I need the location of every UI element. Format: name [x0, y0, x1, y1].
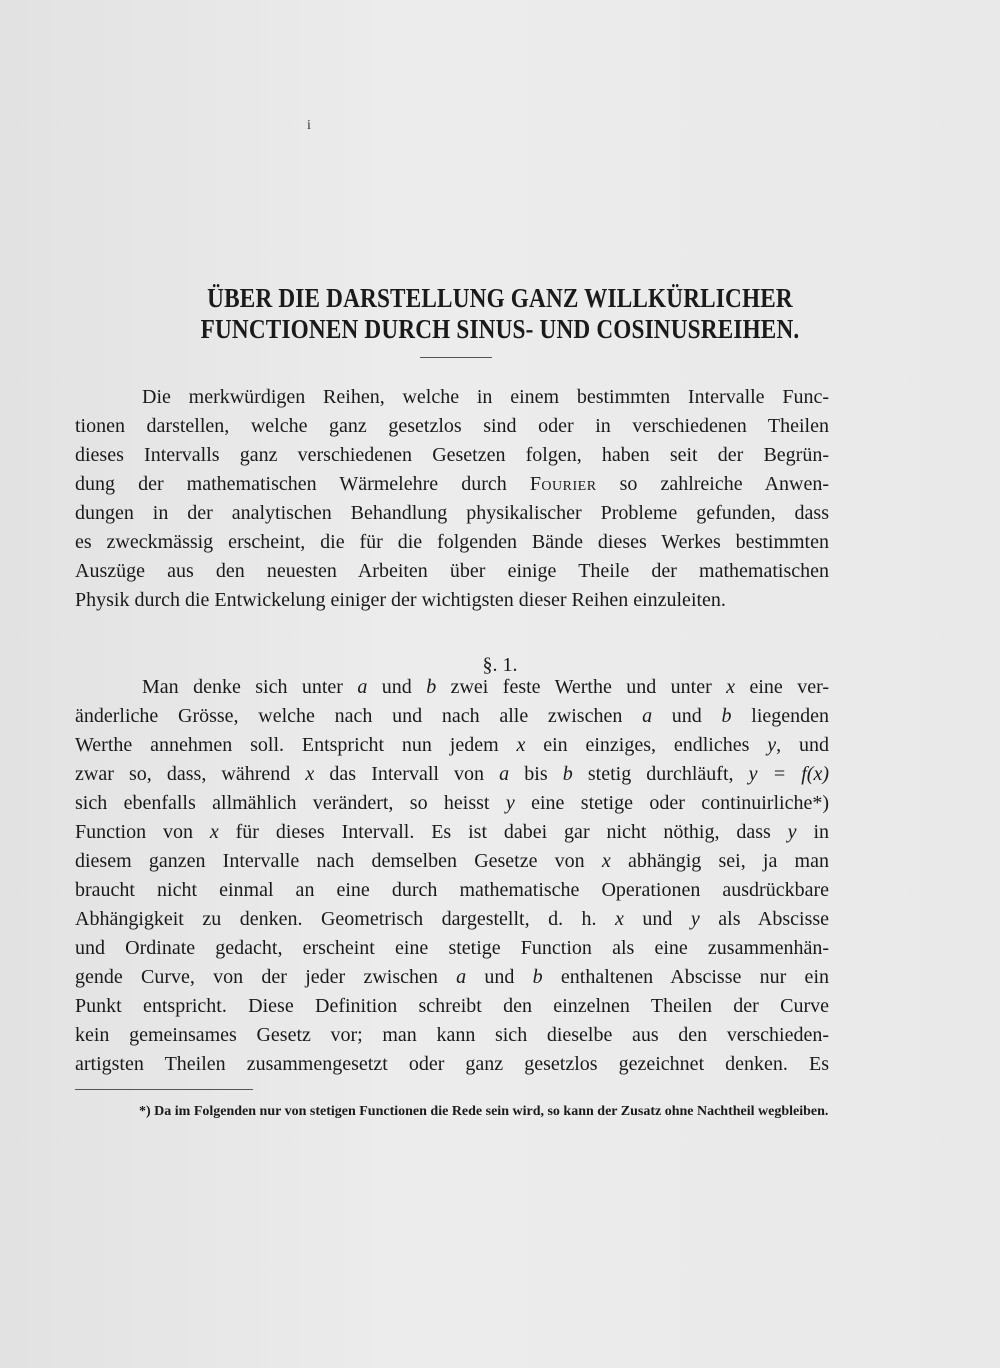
- body-line: kein gemeinsames Gesetz vor; man kann sich dieselbe aus den verschieden-: [75, 1024, 829, 1046]
- body-line: Abhängigkeit zu denken. Geometrisch dargestellt, d. h. x und y als Abscisse: [75, 908, 830, 930]
- intro-line: Auszüge aus den neuesten Arbeiten über einige Theile der mathematischen: [75, 560, 829, 582]
- footnote: [75, 1101, 831, 1123]
- body-line: Function von x für dieses Intervall. Es ist dabei gar nicht nöthig, dass y in: [75, 821, 829, 843]
- title-rule: [420, 357, 492, 358]
- body-line: gende Curve, von der jeder zwischen a und b enthaltenen Abscisse nur ein: [75, 966, 829, 988]
- body-line: änderliche Grösse, welche nach und nach alle zwischen a und b liegenden: [75, 705, 830, 727]
- footnote-rule: [75, 1089, 253, 1090]
- body-line: sich ebenfalls allmählich verändert, so heisst y eine stetige oder continuirliche*): [75, 792, 829, 814]
- intro-line: tionen darstellen, welche ganz gesetzlos sind oder in verschiedenen Theilen: [75, 415, 829, 437]
- intro-line: Physik durch die Entwickelung einiger der wichtigsten dieser Reihen einzuleiten.: [75, 589, 726, 611]
- corner-mark: i: [307, 118, 311, 133]
- footnote-text: Da im Folgenden nur von stetigen Functionen die Rede sein wird, so kann der Zusatz ohne Nachtheil wegbleiben.: [150, 1104, 829, 1119]
- intro-line: Die merkwürdigen Reihen, welche in einem bestimmten Intervalle Func-: [142, 386, 829, 408]
- title-line-2: FUNCTIONEN DURCH SINUS- UND COSINUSREIHEN.: [200, 314, 800, 344]
- body-line: artigsten Theilen zusammengesetzt oder ganz gesetzlos gezeichnet denken. Es: [75, 1053, 829, 1075]
- body-line: Man denke sich unter a und b zwei feste Werthe und unter x eine ver-: [142, 676, 829, 698]
- section-heading: §. 1.: [482, 654, 518, 676]
- body-line: braucht nicht einmal an eine durch mathematische Operationen ausdrückbare: [75, 879, 829, 901]
- body-line: und Ordinate gedacht, erscheint eine stetige Function als eine zusammenhän-: [75, 937, 829, 959]
- bleed-through-texture: [140, 100, 840, 121]
- body-line: diesem ganzen Intervalle nach demselben Gesetze von x abhängig sei, ja man: [75, 850, 829, 872]
- formula: y = f(x): [748, 763, 829, 785]
- intro-line: dung der mathematischen Wärmelehre durch Fourier so zahlreiche Anwen-: [75, 473, 830, 495]
- intro-line: es zweckmässig erscheint, die für die folgenden Bände dieses Werkes bestimmten: [75, 531, 829, 553]
- title-line-1: ÜBER DIE DARSTELLUNG GANZ WILLKÜRLICHER: [207, 283, 793, 313]
- body-line: zwar so, dass, während x das Intervall von a bis b stetig durchläuft, y = f(x): [75, 763, 829, 785]
- intro-line: dungen in der analytischen Behandlung physikalischer Probleme gefunden, dass: [75, 502, 829, 524]
- intro-line: dieses Intervalls ganz verschiedenen Gesetzen folgen, haben seit der Begrün-: [75, 444, 829, 466]
- body-line: Werthe annehmen soll. Entspricht nun jedem x ein einziges, endliches y, und: [75, 734, 829, 756]
- author-name-fourier: Fourier: [529, 473, 597, 495]
- body-line: Punkt entspricht. Diese Definition schreibt den einzelnen Theilen der Curve: [75, 995, 829, 1017]
- footnote-mark: *): [139, 1104, 151, 1119]
